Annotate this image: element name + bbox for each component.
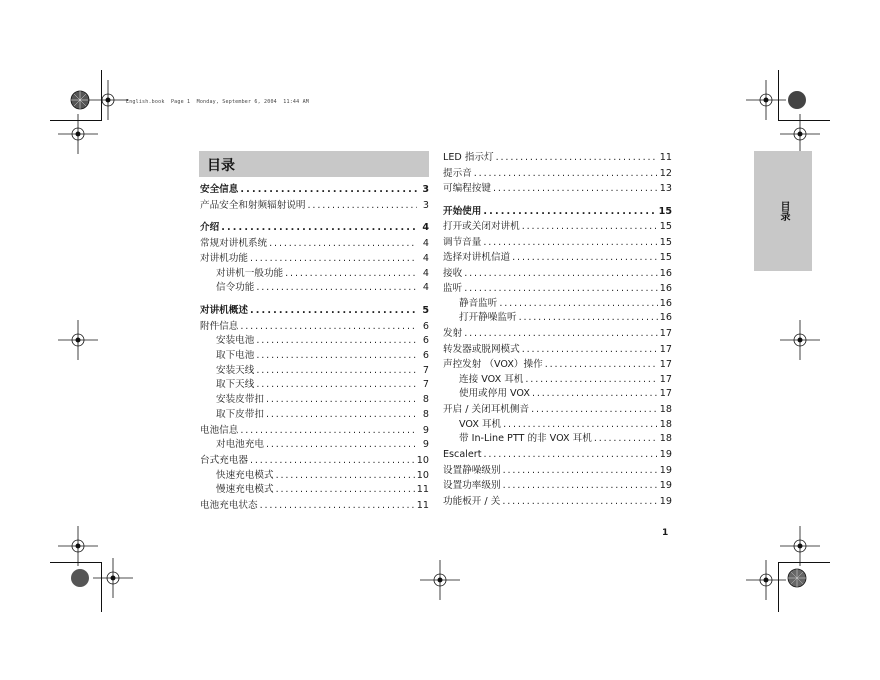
toc-leader-dots [250, 453, 415, 469]
toc-entry[interactable] [443, 478, 672, 494]
toc-entry[interactable] [200, 182, 429, 198]
toc-entry[interactable] [443, 181, 672, 197]
toc-entry-page: 11 [416, 500, 429, 512]
toc-leader-dots [240, 319, 417, 335]
toc-leader-dots [250, 251, 417, 267]
toc-entry-page: 11 [659, 152, 672, 163]
toc-entry[interactable] [200, 423, 429, 439]
toc-entry-page: 8 [422, 409, 429, 421]
toc-entry-page: 16 [659, 312, 672, 324]
toc-entry[interactable] [443, 266, 672, 282]
toc-leader-dots [256, 281, 417, 296]
toc-entry[interactable] [200, 469, 429, 484]
crop-line [101, 70, 102, 120]
toc-entry-title: 设置功率级别 [443, 480, 501, 492]
toc-entry-title: Escalert [443, 449, 482, 461]
toc-entry-title: 安装皮带扣 [216, 394, 264, 406]
toc-entry[interactable] [200, 303, 429, 319]
toc-entry[interactable] [443, 281, 672, 297]
toc-entry-title: 打开或关闭对讲机 [443, 221, 520, 232]
toc-entry-page: 12 [659, 167, 672, 179]
toc-entry-page: 4 [422, 222, 429, 233]
toc-leader-dots [260, 498, 415, 514]
toc-leader-dots [493, 181, 658, 197]
toc-entry-page: 5 [422, 305, 429, 317]
toc-entry-title: 提示音 [443, 167, 472, 179]
toc-entry[interactable] [200, 408, 429, 423]
toc-entry-page: 17 [659, 328, 672, 340]
toc-entry[interactable] [200, 281, 429, 296]
toc-entry-page: 17 [659, 359, 672, 371]
toc-entry-title: 介绍 [200, 222, 220, 233]
toc-leader-dots [525, 373, 657, 388]
toc-entry-title: 产品安全和射频辐射说明 [200, 199, 306, 211]
toc-entry-title: 打开静噪监听 [459, 312, 517, 324]
toc-entry-page: 11 [416, 484, 429, 496]
toc-entry[interactable] [200, 198, 429, 214]
toc-entry[interactable] [443, 219, 672, 235]
toc-leader-dots [266, 438, 417, 453]
toc-leader-dots [484, 447, 658, 463]
section-side-tab [754, 151, 812, 271]
toc-leader-dots [522, 342, 658, 358]
toc-entry-page: 3 [422, 184, 429, 195]
toc-leader-dots [503, 418, 658, 433]
toc-entry-page: 15 [659, 221, 672, 232]
toc-entry-title: 附件信息 [200, 320, 239, 332]
crosshair-icon [420, 560, 460, 600]
toc-leader-dots [266, 408, 417, 423]
crop-line [50, 562, 102, 563]
toc-leader-dots [256, 349, 417, 364]
crop-line [778, 70, 779, 120]
toc-entry[interactable] [443, 166, 672, 182]
toc-leader-dots [496, 150, 658, 166]
toc-entry[interactable] [200, 334, 429, 349]
toc-leader-dots [503, 478, 658, 494]
toc-entry-title: 安装天线 [216, 364, 255, 376]
toc-entry[interactable] [443, 235, 672, 251]
crop-line [778, 562, 830, 563]
print-header-line: English.book Page 1 Monday, September 6, 2004 11:44 AM [126, 99, 309, 105]
toc-entry-page: 16 [659, 267, 672, 279]
toc-entry[interactable] [443, 357, 672, 373]
toc-entry-title: 设置静噪级别 [443, 464, 501, 476]
toc-leader-dots [464, 281, 658, 297]
toc-entry[interactable] [200, 498, 429, 514]
toc-gap [443, 197, 672, 204]
toc-entry[interactable] [200, 220, 429, 236]
toc-entry[interactable] [443, 297, 672, 312]
toc-entry[interactable] [443, 373, 672, 388]
crop-line [101, 562, 102, 612]
toc-leader-dots [276, 483, 415, 498]
toc-entry-page: 16 [659, 297, 672, 309]
toc-entry[interactable] [200, 251, 429, 267]
toc-entry-title: 声控发射 （VOX）操作 [443, 359, 543, 371]
toc-entry[interactable] [200, 319, 429, 335]
toc-entry-title: 慢速充电模式 [216, 484, 274, 496]
toc-entry[interactable] [200, 236, 429, 252]
toc-entry[interactable] [200, 393, 429, 408]
toc-title-bar [199, 151, 429, 177]
toc-entry-title: 电池充电状态 [200, 500, 258, 512]
toc-entry-title: 功能板开 / 关 [443, 495, 501, 507]
toc-entry-title: 安全信息 [200, 184, 239, 195]
toc-entry-page: 3 [422, 199, 429, 211]
toc-leader-dots [256, 334, 417, 349]
toc-leader-dots [240, 182, 417, 198]
toc-leader-dots [266, 393, 417, 408]
toc-leader-dots [483, 204, 656, 220]
toc-leader-dots [285, 267, 417, 282]
toc-leader-dots [522, 219, 658, 235]
toc-entry-title: 选择对讲机信道 [443, 252, 511, 263]
toc-entry-page: 13 [659, 183, 672, 194]
toc-entry-page: 18 [659, 418, 672, 430]
crop-line [50, 120, 102, 121]
toc-leader-dots [519, 311, 658, 326]
toc-entry-title: 快速充电模式 [216, 469, 274, 481]
toc-entry-title: LED 指示灯 [443, 152, 494, 163]
toc-entry[interactable] [200, 364, 429, 379]
toc-leader-dots [250, 303, 417, 319]
toc-entry-page: 4 [422, 253, 429, 264]
toc-entry-page: 17 [659, 343, 672, 355]
toc-entry-title: 取下天线 [216, 379, 255, 391]
crop-line [778, 562, 779, 612]
toc-entry-title: 监听 [443, 283, 463, 294]
toc-gap [200, 213, 429, 220]
toc-entry-page: 10 [416, 455, 429, 467]
toc-entry[interactable] [443, 250, 672, 266]
toc-leader-dots [276, 469, 415, 484]
toc-entry-page: 17 [659, 388, 672, 400]
toc-entry[interactable] [443, 432, 672, 447]
toc-entry[interactable] [443, 150, 672, 166]
toc-entry-page: 15 [658, 205, 672, 217]
toc-entry-page: 19 [659, 464, 672, 476]
toc-entry[interactable] [443, 494, 672, 510]
toc-entry-title: VOX 耳机 [459, 418, 502, 430]
toc-entry[interactable] [443, 326, 672, 342]
toc-entry[interactable] [443, 402, 672, 418]
toc-leader-dots [464, 326, 658, 342]
toc-entry-title: 取下皮带扣 [216, 409, 264, 421]
toc-entry-page: 4 [422, 237, 429, 249]
toc-leader-dots [503, 463, 658, 479]
toc-entry[interactable] [200, 483, 429, 498]
toc-entry-page: 6 [422, 349, 429, 361]
toc-gap [200, 296, 429, 303]
toc-entry-title: 开启 / 关闭耳机侧音 [443, 404, 530, 416]
toc-entry-page: 16 [659, 283, 672, 294]
toc-entry-title: 对讲机概述 [200, 305, 248, 317]
toc-entry[interactable] [443, 342, 672, 358]
toc-entry[interactable] [443, 463, 672, 479]
toc-entry[interactable] [200, 453, 429, 469]
toc-entry[interactable] [443, 311, 672, 326]
toc-entry[interactable] [443, 387, 672, 402]
toc-entry-title: 常规对讲机系统 [200, 237, 268, 249]
toc-entry-page: 9 [422, 424, 429, 436]
toc-entry[interactable] [443, 447, 672, 463]
page-title: 目录 [207, 158, 235, 174]
toc-entry-page: 19 [659, 495, 672, 507]
toc-leader-dots [256, 378, 417, 393]
toc-entry-page: 4 [422, 267, 429, 279]
toc-entry-title: 台式充电器 [200, 455, 248, 467]
toc-leader-dots [594, 432, 658, 447]
toc-leader-dots [545, 357, 658, 373]
crosshair-icon [58, 320, 98, 360]
toc-leader-dots [269, 236, 417, 252]
toc-leader-dots [531, 402, 658, 418]
toc-left-column [200, 182, 429, 514]
toc-entry-title: 使用或停用 VOX [459, 388, 530, 400]
toc-entry-title: 取下电池 [216, 349, 255, 361]
toc-leader-dots [532, 387, 658, 402]
toc-entry-page: 6 [422, 335, 429, 347]
toc-entry-page: 15 [659, 252, 672, 263]
toc-entry-page: 18 [659, 433, 672, 445]
toc-entry-title: 调节音量 [443, 236, 482, 248]
toc-right-column [443, 150, 672, 509]
toc-entry-title: 对讲机功能 [200, 253, 248, 264]
toc-entry[interactable] [443, 204, 672, 220]
toc-entry-title: 带 In-Line PTT 的非 VOX 耳机 [459, 433, 592, 445]
toc-entry[interactable] [200, 349, 429, 364]
toc-entry-title: 静音监听 [459, 297, 498, 309]
toc-entry-page: 10 [416, 469, 429, 481]
toc-entry-title: 连接 VOX 耳机 [459, 373, 524, 385]
toc-entry-page: 17 [659, 373, 672, 385]
toc-entry-title: 开始使用 [443, 205, 482, 217]
toc-leader-dots [474, 166, 658, 182]
toc-entry-page: 6 [422, 320, 429, 332]
toc-entry-title: 安装电池 [216, 335, 255, 347]
toc-entry[interactable] [443, 418, 672, 433]
toc-leader-dots [499, 297, 657, 312]
crop-line [778, 120, 830, 121]
page-number: 1 [662, 528, 669, 538]
toc-entry-title: 信令功能 [216, 282, 255, 294]
toc-leader-dots [483, 235, 657, 251]
side-tab-label: 目录 [778, 201, 789, 221]
toc-entry-title: 接收 [443, 267, 463, 279]
toc-entry-title: 电池信息 [200, 424, 239, 436]
toc-leader-dots [512, 250, 658, 266]
registration-mark-icon [777, 558, 817, 598]
toc-entry[interactable] [200, 438, 429, 453]
toc-leader-dots [502, 494, 657, 510]
toc-entry-page: 7 [422, 364, 429, 376]
toc-entry-title: 发射 [443, 328, 463, 340]
toc-entry-page: 18 [659, 404, 672, 416]
toc-leader-dots [240, 423, 417, 439]
toc-entry-page: 9 [422, 439, 429, 451]
toc-entry[interactable] [200, 267, 429, 282]
toc-leader-dots [221, 220, 417, 236]
toc-entry-title: 对电池充电 [216, 439, 264, 451]
toc-entry-page: 4 [422, 282, 429, 294]
toc-entry-page: 19 [659, 449, 672, 461]
toc-leader-dots [464, 266, 658, 282]
toc-leader-dots [308, 198, 417, 214]
crosshair-icon [93, 558, 133, 598]
toc-entry[interactable] [200, 378, 429, 393]
toc-entry-title: 转发器或脱网模式 [443, 343, 520, 355]
toc-entry-title: 可编程按键 [443, 183, 491, 194]
toc-entry-title: 对讲机一般功能 [216, 267, 284, 279]
crosshair-icon [780, 320, 820, 360]
toc-leader-dots [256, 364, 417, 379]
toc-entry-page: 19 [659, 480, 672, 492]
toc-entry-page: 7 [422, 379, 429, 391]
toc-entry-page: 15 [659, 236, 672, 248]
toc-entry-page: 8 [422, 394, 429, 406]
